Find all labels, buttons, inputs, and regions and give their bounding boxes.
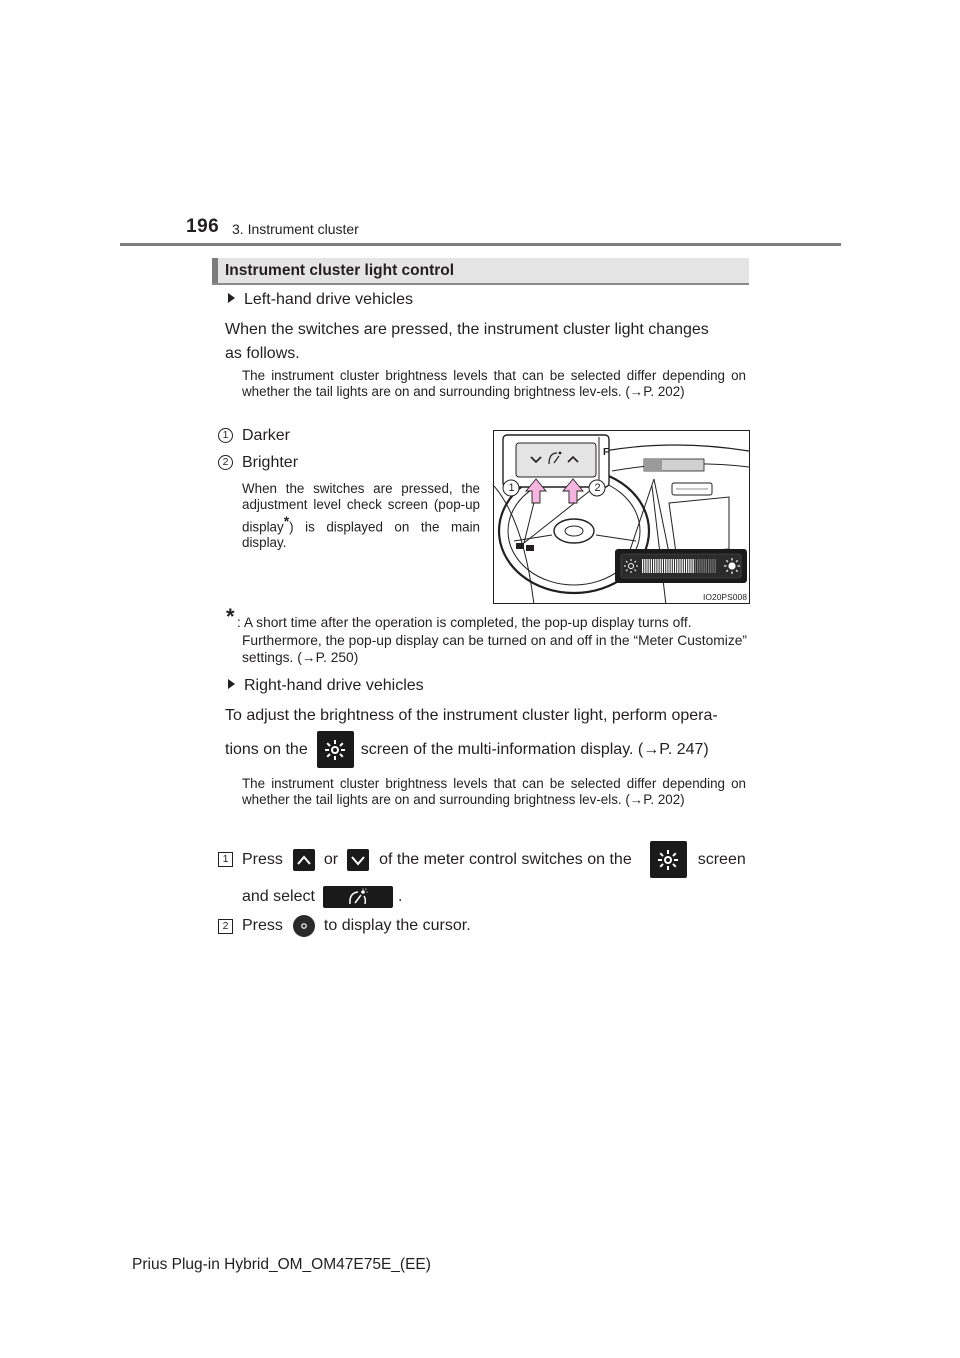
brightness-tick — [664, 559, 665, 573]
brightness-tick — [701, 559, 702, 573]
triangle-bullet-icon — [228, 293, 235, 303]
brightness-tick — [660, 559, 661, 573]
up-arrow-icon — [293, 849, 315, 871]
footer-model: Prius Plug-in Hybrid_OM_OM47E75E_(EE) — [132, 1256, 431, 1273]
rhd-note: The instrument cluster brightness levels that can be selected differ depending on whether the tail lights are on and surrounding brightness lev-els. (→P. 202) — [242, 776, 746, 807]
step-1-meter-switches: of the meter control switches on the — [379, 851, 632, 868]
lhd-intro-line-2: as follows. — [225, 345, 300, 362]
section-heading — [212, 258, 749, 285]
footnote-line-1: : A short time after the operation is completed, the pop-up display turns off. — [237, 615, 692, 630]
step-1-line-2 — [242, 884, 747, 909]
brightness-tick — [682, 559, 683, 573]
brightness-tick — [649, 559, 650, 573]
step-1-period: . — [397, 888, 403, 905]
brightness-tick — [651, 559, 652, 573]
brightness-tick — [668, 559, 669, 573]
brightness-tick — [708, 559, 709, 573]
item-label-darker: Darker — [242, 427, 291, 444]
subheading-lhd-text: Left-hand drive vehicles — [244, 291, 413, 308]
illustration-code: IO20PS008 — [703, 592, 747, 602]
section-title: Instrument cluster light control — [225, 262, 455, 279]
item-note-text: When the switches are pressed, the adjustment level check screen (pop-up display — [242, 481, 480, 535]
brightness-tick — [693, 559, 694, 573]
callout-1: 1 — [508, 482, 515, 494]
brightness-tick — [646, 559, 647, 573]
brightness-tick — [657, 559, 658, 573]
item-label-brighter: Brighter — [242, 454, 299, 471]
callout-2: 2 — [594, 482, 601, 494]
rhd-line-2a: tions on the — [225, 741, 308, 758]
lhd-note: The instrument cluster brightness levels that can be selected differ depending on whether the tail lights are on and surrounding brightness lev-els. (→P. 202) — [242, 368, 746, 399]
rhd-line-1: To adjust the brightness of the instrument cluster light, perform opera- — [225, 707, 718, 724]
meter-brightness-icon — [323, 886, 393, 908]
step-2-display-cursor: to display the cursor. — [323, 917, 471, 934]
ok-button-icon — [293, 915, 315, 937]
brightness-tick — [686, 559, 687, 573]
item-number-2: 2 — [218, 455, 233, 470]
chapter-title: 3. Instrument cluster — [232, 221, 359, 237]
triangle-bullet-icon — [228, 679, 235, 689]
brightness-tick — [662, 559, 663, 573]
rhd-line-2 — [225, 731, 747, 768]
step-number-1: 1 — [218, 852, 233, 867]
brightness-tick — [710, 559, 711, 573]
step-1-press: Press — [242, 851, 283, 868]
step-1-screen: screen — [697, 851, 746, 868]
brightness-tick — [695, 559, 696, 573]
brightness-tick — [679, 559, 680, 573]
section-heading-bar — [212, 258, 218, 283]
step-1-and-select: and select — [242, 888, 315, 905]
brightness-tick — [675, 559, 676, 573]
brightness-tick — [655, 559, 656, 573]
illustration-letter: F — [603, 447, 610, 458]
brightness-tick — [704, 559, 705, 573]
brightness-tick — [712, 559, 713, 573]
brightness-tick — [642, 559, 643, 573]
item-note — [242, 481, 480, 551]
brightness-tick — [644, 559, 645, 573]
step-1-or: or — [323, 851, 339, 868]
step-2-press: Press — [242, 917, 283, 934]
dashboard-illustration — [493, 430, 750, 604]
brightness-tick — [671, 559, 672, 573]
subheading-lhd — [228, 291, 413, 309]
brightness-tick — [653, 559, 654, 573]
brightness-tick — [688, 559, 689, 573]
page-number: 196 — [186, 216, 220, 237]
brightness-tick — [697, 559, 698, 573]
brightness-tick — [699, 559, 700, 573]
bright-sun-icon — [724, 558, 740, 574]
brightness-gear-icon — [317, 731, 354, 768]
brightness-gear-icon — [650, 841, 687, 878]
dashboard-drawing — [494, 431, 750, 604]
rhd-line-2b: screen of the multi-information display. (→P. 247) — [360, 741, 709, 758]
item-note-star: * — [283, 513, 290, 529]
subheading-rhd-text: Right-hand drive vehicles — [244, 677, 424, 694]
brightness-tick — [677, 559, 678, 573]
lhd-intro-line-1: When the switches are pressed, the instrument cluster light changes — [225, 321, 709, 338]
brightness-tick — [706, 559, 707, 573]
subheading-rhd — [228, 677, 424, 695]
brightness-tick — [666, 559, 667, 573]
brightness-tick — [673, 559, 674, 573]
footnote-line-2: Furthermore, the pop-up display can be turned on and off in the “Meter Customize” settings. (→P. 250) — [242, 633, 747, 665]
item-note-end: ) is displayed on the main display. — [242, 519, 480, 551]
brightness-tick — [684, 559, 685, 573]
step-number-2: 2 — [218, 919, 233, 934]
brightness-tick — [715, 559, 716, 573]
down-arrow-icon — [347, 849, 369, 871]
header-divider — [120, 243, 841, 246]
step-1-line-1 — [242, 841, 747, 878]
footnote-star: * — [226, 604, 235, 629]
item-number-1: 1 — [218, 428, 233, 443]
step-2-line — [242, 913, 747, 938]
brightness-tick — [690, 559, 691, 573]
